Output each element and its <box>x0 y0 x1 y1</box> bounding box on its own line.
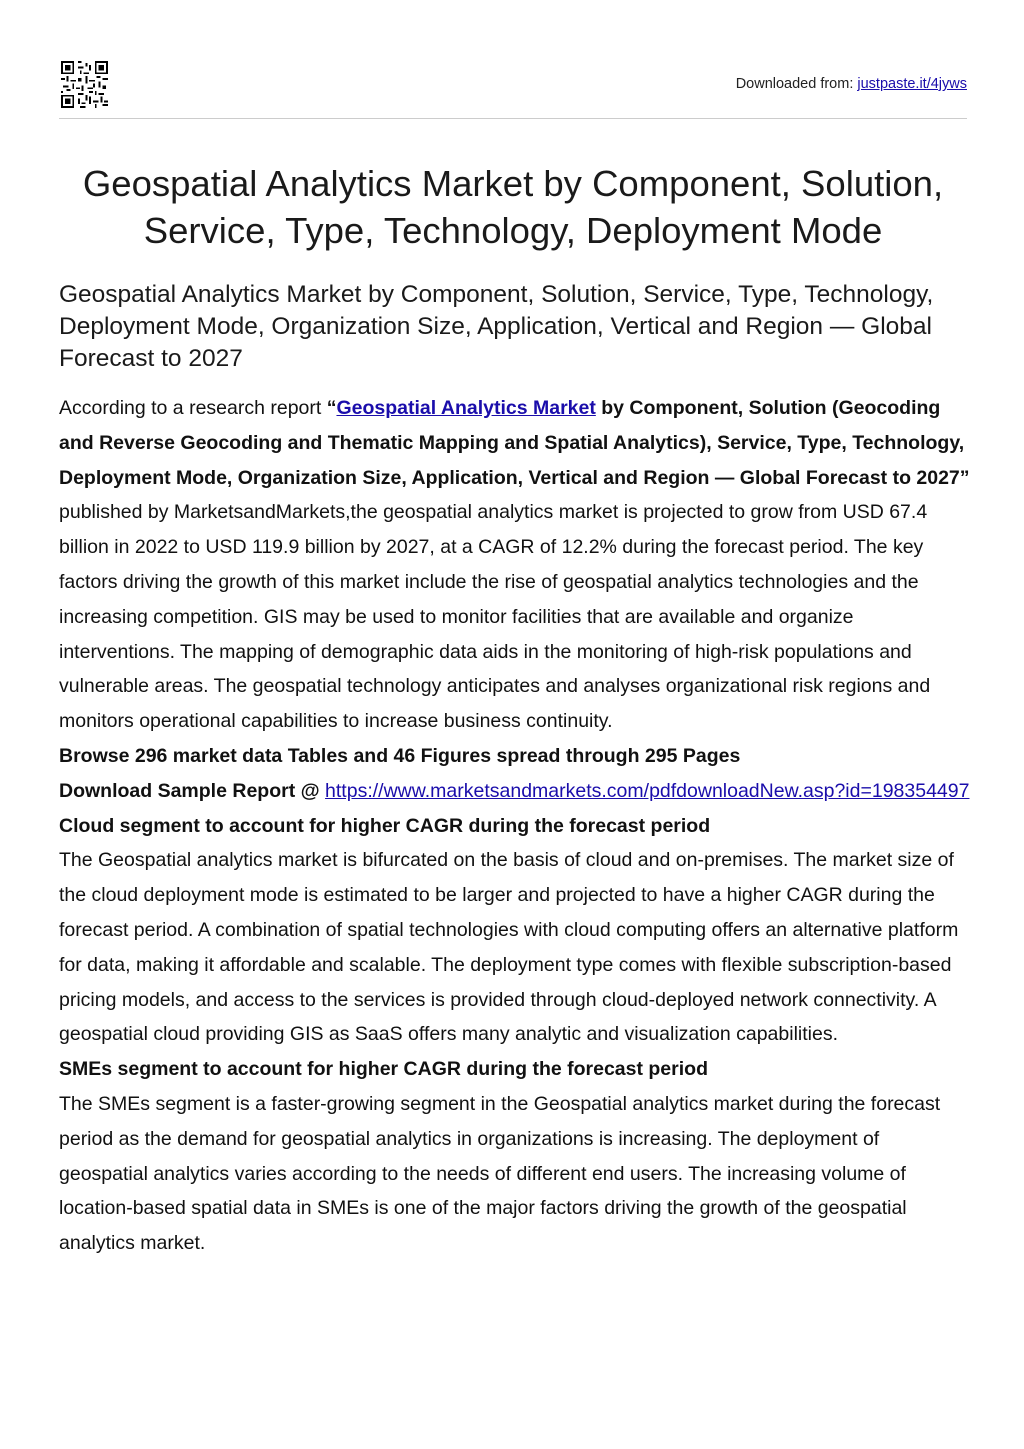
open-quote: “ <box>326 397 337 419</box>
downloaded-from-label: Downloaded from: <box>735 76 854 92</box>
report-title: by Component, Solution (Geocoding and Reverse Geocoding and Thematic Mapping and Spatial Analytics), Service, Type, Technology, Deployment Mode, Organization Size, Application, Vertical and Region — Global Forecast to 2027” <box>59 397 970 489</box>
report-link[interactable]: Geospatial Analytics Market <box>336 397 596 419</box>
download-source <box>736 76 967 92</box>
source-link[interactable]: justpaste.it/4jyws <box>857 76 967 92</box>
download-sample-line <box>59 774 970 809</box>
intro-lead: According to a research report <box>59 397 327 419</box>
section-heading-smes: SMEs segment to account for higher CAGR during the forecast period <box>59 1058 708 1081</box>
header-divider <box>59 118 967 119</box>
page-subtitle: Geospatial Analytics Market by Component, Solution, Service, Type, Technology, Deployment Mode, Organization Size, Application, Vertical and Region — Global Forecast to 2027 <box>59 281 934 372</box>
qr-code-icon <box>61 61 108 108</box>
page-title: Geospatial Analytics Market by Component, Solution, Service, Type, Technology, Deployment Mode <box>82 163 944 251</box>
intro-body: published by MarketsandMarkets,the geospatial analytics market is projected to grow from USD 67.4 billion in 2022 to USD 119.9 billion by 2027, at a CAGR of 12.2% during the forecast period. The key factors driving the growth of this market include the rise of geospatial analytics technologies and the increasing competition. GIS may be used to monitor facilities that are available and organize interventions. The mapping of demographic data aids in the monitoring of high-risk populations and vulnerable areas. The geospatial technology anticipates and analyses organizational risk regions and monitors operational capabilities to increase business continuity. <box>59 501 931 733</box>
browse-text: Browse 296 market data Tables and 46 Figures spread through 295 Pages <box>59 744 741 767</box>
section-heading-cloud: Cloud segment to account for higher CAGR during the forecast period <box>59 814 711 837</box>
download-label: Download Sample Report @ <box>59 779 326 802</box>
section-text-cloud: The Geospatial analytics market is bifurcated on the basis of cloud and on-premises. The market size of the cloud deployment mode is estimated to be larger and projected to have a higher CAGR during the forecast period. A combination of spatial technologies with cloud computing offers an alternative platform for data, making it affordable and scalable. The deployment type comes with flexible subscription-based pricing models, and access to the services is provided through cloud-deployed network connectivity. A geospatial cloud providing GIS as SaaS offers many analytic and visualization capabilities. <box>59 849 959 1046</box>
browse-line <box>59 739 970 774</box>
section-heading <box>59 809 970 844</box>
section-heading <box>59 1052 970 1087</box>
intro-paragraph <box>59 391 970 739</box>
download-sample-link[interactable]: https://www.marketsandmarkets.com/pdfdownloadNew.asp?id=198354497 <box>325 779 970 802</box>
article-body <box>59 391 970 1261</box>
section-text-smes: The SMEs segment is a faster-growing segment in the Geospatial analytics market during the forecast period as the demand for geospatial analytics in organizations is increasing. The deployment of geospatial analytics varies according to the needs of different end users. The increasing volume of location-based spatial data in SMEs is one of the major factors driving the growth of the geospatial analytics market. <box>59 1092 941 1255</box>
